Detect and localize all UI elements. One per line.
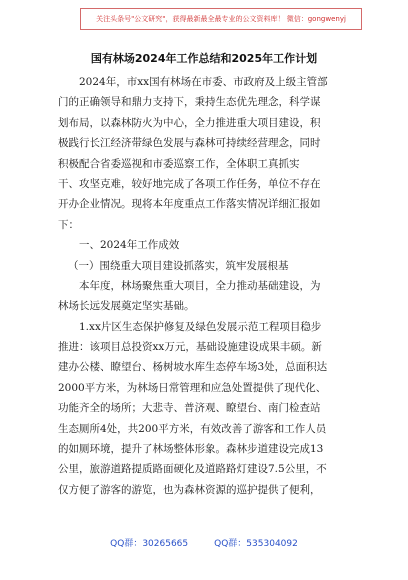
body-line: 1.xx片区生态保护修复及绿色发展示范工程项目稳步 <box>79 320 322 333</box>
body-line: 生态厕所4处，共200平方米，有效改善了游客和工作人员 <box>58 422 327 435</box>
body-line: 门的正确领导和鼎力支持下，秉持生态优先理念，科学谋 <box>58 96 321 109</box>
body-line: 积极配合省委巡视和市委巡察工作，全体职工真抓实 <box>58 157 300 170</box>
body-line: 开办企业情况。现将本年度重点工作落实情况详细汇报如 <box>58 198 321 211</box>
section-heading: 一、2024年工作成效 <box>79 239 180 252</box>
body-line: 林场长远发展奠定坚实基础。 <box>58 300 195 313</box>
qq-group-1: QQ群：30265665 <box>110 539 189 549</box>
body-line: 的如厕环境，提升了林场整体形象。森林步道建设完成13 <box>58 443 324 456</box>
subsection-heading: （一）围绕重大项目建设抓落实，筑牢发展根基 <box>68 259 289 272</box>
promo-text: 关注头条号"公文研究"，获得最新最全最专业的公文资料库！ 微信：gongwenyj <box>96 15 346 23</box>
body-line: 本年度，林场聚焦重大项目，全力推动基础建设，为 <box>79 279 321 292</box>
body-line: 功能齐全的场所；大悲寺、普济观、瞭望台、南门检查站 <box>58 402 321 415</box>
document-body <box>58 72 352 500</box>
promo-banner <box>80 8 362 30</box>
body-line: 建办公楼、瞭望台、杨树坡水库生态停车场3处，总面积达 <box>58 361 328 374</box>
footer-contacts <box>0 536 408 549</box>
body-line: 公里，旅游道路提质路面硬化及道路路灯建设7.5公里，不 <box>58 463 327 476</box>
body-line: 2000平方米，为林场日常管理和应急处置提供了现代化、 <box>58 381 327 394</box>
body-line: 仅方便了游客的游览，也为森林资源的巡护提供了便利， <box>58 483 321 496</box>
body-line: 干、攻坚克难，较好地完成了各项工作任务，单位不存在 <box>58 177 321 190</box>
body-line: 极践行长江经济带绿色发展与森林可持续经营理念，同时 <box>58 137 321 150</box>
body-line: 下： <box>58 218 79 231</box>
body-line: 2024年，市xx国有林场在市委、市政府及上级主管部 <box>79 76 328 88</box>
qq-group-2: QQ群：535304092 <box>214 539 298 549</box>
body-line: 划布局，以森林防火为中心，全力推进重大项目建设，积 <box>58 116 321 129</box>
body-line: 推进：该项目总投资xx万元，基础设施建设成果丰硕。新 <box>58 341 322 354</box>
document-title: 国有林场2024年工作总结和2025年工作计划 <box>90 52 318 65</box>
